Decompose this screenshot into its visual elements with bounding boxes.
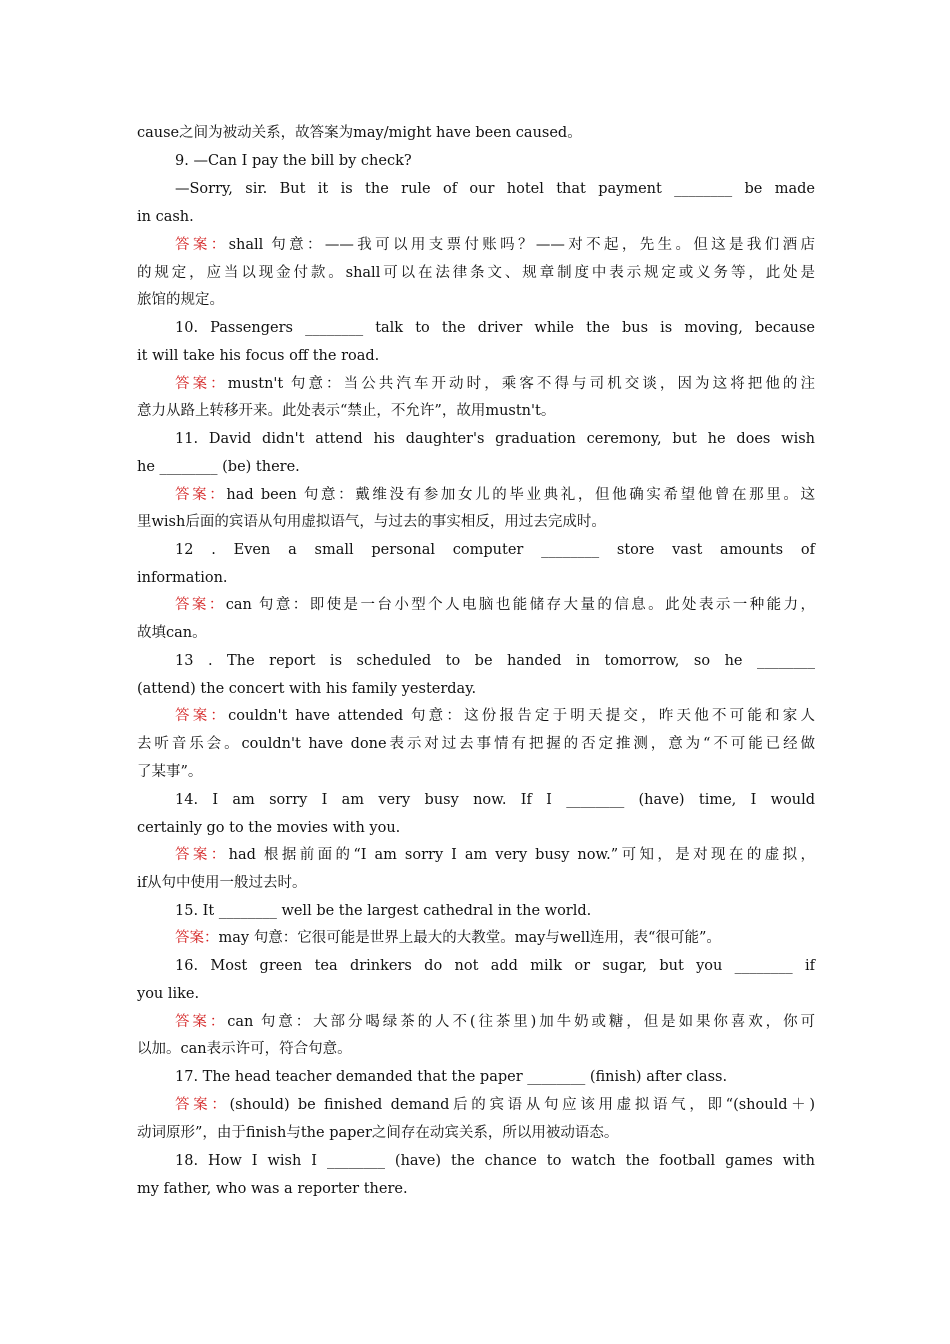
line-text: information. [137, 570, 228, 586]
text-line [137, 290, 815, 310]
line-text: 14. I am sorry I am very busy now. If I ________ (have) time, I would [175, 792, 815, 808]
answer-12 [175, 595, 815, 615]
answer-label: 答案： [175, 376, 228, 392]
line-text: 17. The head teacher demanded that the paper ________ (finish) after class. [175, 1069, 728, 1085]
answer-17 [175, 1095, 815, 1115]
line-text: can 句意：即使是一台小型个人电脑也能储存大量的信息。此处表示一种能力， [225, 597, 815, 613]
text-line [137, 762, 815, 782]
text-line [137, 457, 815, 477]
line-text: my father, who was a reporter there. [137, 1181, 408, 1197]
text-line [137, 263, 815, 283]
line-text: couldn't have attended 句意：这份报告定于明天提交，昨天他不可能和家人 [228, 708, 815, 724]
answer-label: 答案： [175, 1097, 230, 1113]
line-text: 的规定，应当以现金付款。shall可以在法律条文、规章制度中表示规定或义务等，此处是 [137, 265, 815, 281]
text-line [137, 734, 815, 754]
question-14 [175, 790, 815, 810]
text-line [137, 123, 815, 143]
line-text: 意力从路上转移开来。此处表示“禁止，不允许”，故用mustn't。 [137, 403, 556, 419]
line-text: —Sorry, sir. But it is the rule of our hotel that payment ________ be made [175, 181, 815, 197]
line-text: 以加。can表示许可，符合句意。 [137, 1041, 352, 1057]
text-line [137, 346, 815, 366]
answer-label: 答案： [175, 930, 219, 946]
answer-16 [175, 1012, 815, 1032]
text-line [175, 179, 815, 199]
line-text: 故填can。 [137, 625, 207, 641]
line-text: 12 . Even a small personal computer ________ store vast amounts of [175, 542, 815, 558]
line-text: 里wish后面的宾语从句用虚拟语气，与过去的事实相反，用过去完成时。 [137, 514, 606, 530]
text-line [137, 568, 815, 588]
question-9 [175, 151, 815, 171]
line-text: 了某事”。 [137, 764, 203, 780]
text-line [137, 623, 815, 643]
answer-10 [175, 374, 815, 394]
answer-11 [175, 485, 815, 505]
answer-15 [175, 928, 815, 948]
line-text: 15. It ________ well be the largest cathedral in the world. [175, 903, 592, 919]
text-line [137, 679, 815, 699]
answer-label: 答案： [175, 1014, 228, 1030]
text-line [137, 1123, 815, 1143]
line-text: 13 . The report is scheduled to be handed in tomorrow, so he ________ [175, 653, 815, 669]
line-text: it will take his focus off the road. [137, 348, 380, 364]
line-text: in cash. [137, 209, 194, 225]
line-text: (attend) the concert with his family yesterday. [137, 681, 477, 697]
answer-label: 答案： [175, 237, 229, 253]
text-line [137, 1179, 815, 1199]
text-line [137, 873, 815, 893]
answer-13 [175, 706, 815, 726]
answer-label: 答案： [175, 847, 229, 863]
line-text: 9. —Can I pay the bill by check? [175, 153, 412, 169]
question-12 [175, 540, 815, 560]
line-text: can 句意：大部分喝绿茶的人不(往茶里)加牛奶或糖，但是如果你喜欢，你可 [227, 1014, 815, 1030]
line-text: you like. [137, 986, 200, 1002]
line-text: certainly go to the movies with you. [137, 820, 401, 836]
answer-label: 答案： [175, 487, 227, 503]
line-text: shall 句意：——我可以用支票付账吗？——对不起，先生。但这是我们酒店 [228, 237, 816, 253]
answer-9 [175, 235, 815, 255]
line-text: mustn't 句意：当公共汽车开动时，乘客不得与司机交谈，因为这将把他的注 [227, 376, 815, 392]
question-18 [175, 1151, 815, 1171]
question-10 [175, 318, 815, 338]
line-text: 动词原形”，由于finish与the paper之间存在动宾关系，所以用被动语态。 [137, 1125, 619, 1141]
line-text: had 根据前面的“I am sorry I am very busy now.”可知，是对现在的虚拟， [228, 847, 815, 863]
answer-14 [175, 845, 815, 865]
text-line [137, 1039, 815, 1059]
text-line [137, 512, 815, 532]
line-text: he ________ (be) there. [137, 459, 300, 475]
answer-label: 答案： [175, 597, 226, 613]
text-line [137, 818, 815, 838]
text-line [137, 401, 815, 421]
line-text: 18. How I wish I ________ (have) the chance to watch the football games with [175, 1153, 815, 1169]
line-text: 10. Passengers ________ talk to the driver while the bus is moving, because [175, 320, 815, 336]
line-text: may 句意：它很可能是世界上最大的大教堂。may与well连用，表“很可能”。 [218, 930, 721, 946]
line-text: if从句中使用一般过去时。 [137, 875, 307, 891]
line-text: 16. Most green tea drinkers do not add milk or sugar, but you ________ if [175, 958, 815, 974]
line-text: 旅馆的规定。 [137, 292, 224, 308]
answer-label: 答案： [175, 708, 229, 724]
line-text: (should) be finished demand后的宾语从句应该用虚拟语气，即“(should＋) [229, 1097, 816, 1113]
text-line [137, 207, 815, 227]
line-text: had been 句意：戴维没有参加女儿的毕业典礼，但他确实希望他曾在那里。这 [226, 487, 815, 503]
question-15 [175, 901, 815, 921]
text-line [137, 984, 815, 1004]
question-16 [175, 956, 815, 976]
line-text: 去听音乐会。couldn't have done表示对过去事情有把握的否定推测，意为“不可能已经做 [137, 736, 815, 752]
question-13 [175, 651, 815, 671]
line-text: 11. David didn't attend his daughter's graduation ceremony, but he does wish [175, 431, 815, 447]
line-text: cause之间为被动关系，故答案为may/might have been caused。 [137, 125, 582, 141]
question-17 [175, 1067, 815, 1087]
question-11 [175, 429, 815, 449]
